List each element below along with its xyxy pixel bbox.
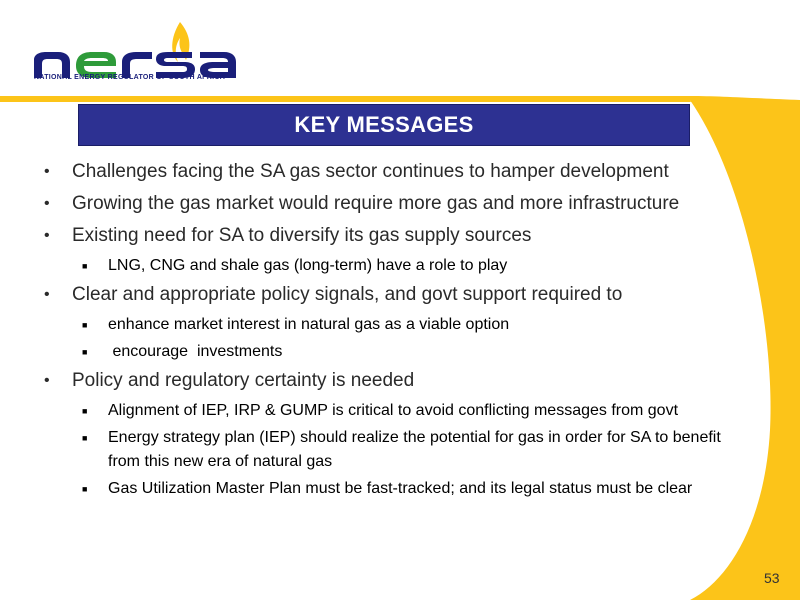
sub-bullet-text: Energy strategy plan (IEP) should realize the potential for gas in order for SA to benefit from this new era of natural gas bbox=[108, 429, 721, 470]
square-bullet-icon: ■ bbox=[82, 320, 88, 330]
bullet-text: Challenges facing the SA gas sector continues to hamper development bbox=[72, 161, 669, 182]
square-bullet-icon: ■ bbox=[82, 261, 88, 271]
bullet-dot-icon: • bbox=[44, 286, 50, 303]
page-number: 53 bbox=[764, 570, 780, 586]
sub-bullet-item bbox=[72, 313, 748, 337]
square-bullet-icon: ■ bbox=[82, 433, 88, 443]
sub-bullet-item bbox=[72, 254, 748, 278]
slide-title-bar bbox=[78, 104, 690, 146]
square-bullet-icon: ■ bbox=[82, 484, 88, 494]
bullet-dot-icon: • bbox=[44, 372, 50, 389]
bullet-item bbox=[40, 222, 760, 249]
bullet-text: Growing the gas market would require more gas and more infrastructure bbox=[72, 193, 680, 214]
bullet-item bbox=[40, 158, 760, 185]
bullet-item bbox=[40, 281, 760, 308]
sub-bullet-item bbox=[72, 340, 748, 364]
sub-bullet-item bbox=[72, 426, 748, 474]
sub-bullet-text: encourage investments bbox=[108, 343, 283, 360]
slide-title: KEY MESSAGES bbox=[294, 112, 474, 137]
sub-bullet-item bbox=[72, 477, 748, 501]
sub-bullet-text: Alignment of IEP, IRP & GUMP is critical to avoid conflicting messages from govt bbox=[108, 402, 679, 419]
square-bullet-icon: ■ bbox=[82, 347, 88, 357]
sub-bullet-item bbox=[72, 399, 748, 423]
bullet-dot-icon: • bbox=[44, 163, 50, 180]
logo-tagline: NATIONAL ENERGY REGULATOR OF SOUTH AFRICA bbox=[34, 74, 226, 81]
bullet-list bbox=[40, 158, 760, 504]
bullet-item bbox=[40, 190, 760, 217]
sub-bullet-text: enhance market interest in natural gas as a viable option bbox=[108, 316, 510, 333]
bullet-dot-icon: • bbox=[44, 195, 50, 212]
bullet-item bbox=[40, 367, 760, 394]
bullet-text: Policy and regulatory certainty is needed bbox=[72, 370, 415, 391]
bullet-dot-icon: • bbox=[44, 227, 50, 244]
square-bullet-icon: ■ bbox=[82, 406, 88, 416]
sub-bullet-text: LNG, CNG and shale gas (long-term) have a role to play bbox=[108, 257, 508, 274]
sub-bullet-text: Gas Utilization Master Plan must be fast-tracked; and its legal status must be clear bbox=[108, 480, 693, 497]
bullet-text: Existing need for SA to diversify its gas supply sources bbox=[72, 225, 532, 246]
bullet-text: Clear and appropriate policy signals, and govt support required to bbox=[72, 284, 623, 305]
